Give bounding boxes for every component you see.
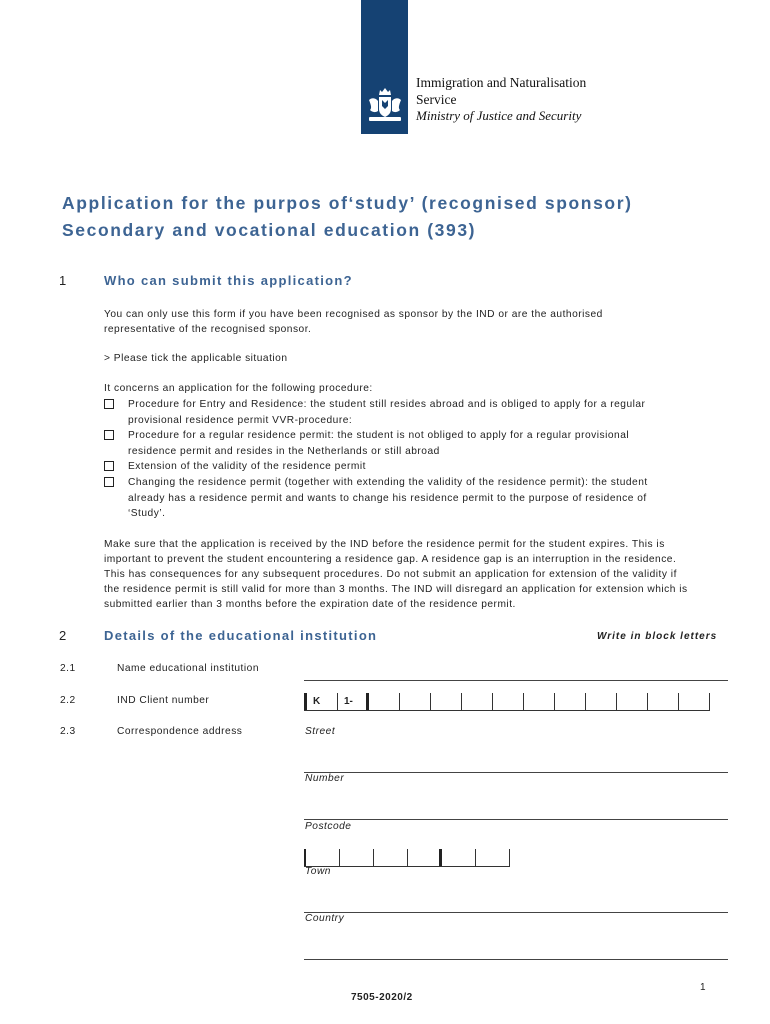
digit-box[interactable] (679, 693, 710, 710)
field-label-correspondence-address: Correspondence address (117, 726, 243, 737)
option-text-line1: Procedure for a regular residence permit: the student is not obliged to apply for a regular provisional (128, 430, 630, 441)
option-text-line2: provisional residence permit VVR-procedure: (128, 414, 353, 426)
number-input[interactable] (304, 819, 728, 820)
client-number-prefix-k: K (307, 693, 338, 710)
section1-instruction: > Please tick the applicable situation (104, 353, 288, 364)
option-text-line2: residence permit and resides in the Netherlands or still abroad (128, 445, 440, 457)
digit-box[interactable] (555, 693, 586, 710)
digit-box[interactable] (617, 693, 648, 710)
digit-box[interactable] (648, 693, 679, 710)
procedure-option-entry[interactable] (104, 397, 714, 428)
postcode-box[interactable] (306, 849, 340, 866)
option-text-line2: already has a residence permit and wants to change his residence permit to the purpose of residence of (128, 492, 647, 504)
org-name-line1: Immigration and Naturalisation (416, 75, 587, 90)
ind-client-number-boxes[interactable] (304, 693, 710, 711)
country-input[interactable] (304, 959, 728, 960)
digit-box[interactable] (462, 693, 493, 710)
street-label: Street (305, 726, 336, 737)
org-name-line2: Service (416, 92, 457, 107)
postcode-box[interactable] (374, 849, 408, 866)
postcode-box[interactable] (476, 849, 510, 866)
digit-box[interactable] (431, 693, 462, 710)
section1-intro-line2: representative of the recognised sponsor. (104, 324, 312, 335)
section2-title: Details of the educational institution (104, 628, 378, 643)
digit-box[interactable] (493, 693, 524, 710)
digit-box[interactable] (369, 693, 400, 710)
section1-number: 1 (59, 273, 67, 288)
checkbox[interactable] (104, 461, 114, 471)
notice-paragraph (104, 537, 688, 612)
page-title-line1: Application for the purpos of‘study’ (recognised sponsor) (62, 193, 633, 213)
postcode-box[interactable] (340, 849, 374, 866)
notice-line: This has consequences for any subsequent procedures. Do not submit an application for extension of the validity if (104, 569, 677, 580)
digit-box[interactable] (524, 693, 555, 710)
checkbox[interactable] (104, 430, 114, 440)
page-number: 1 (700, 982, 706, 993)
option-text-line1: Extension of the validity of the residence permit (128, 461, 366, 472)
street-input[interactable] (304, 772, 728, 773)
notice-line: submitted earlier than 3 months before the expiration date of the residence permit. (104, 599, 516, 610)
dutch-coat-of-arms-icon (365, 86, 405, 124)
field-label-ind-client-number: IND Client number (117, 695, 210, 706)
procedure-intro: It concerns an application for the following procedure: (104, 383, 373, 394)
page-title-line2: Secondary and vocational education (393) (62, 220, 477, 240)
notice-line: the residence permit is still valid for more than 3 months. The IND will disregard an application for extension which is (104, 584, 688, 595)
field-number: 2.3 (60, 726, 76, 737)
postcode-boxes[interactable] (304, 849, 510, 867)
checkbox[interactable] (104, 477, 114, 487)
notice-line: important to prevent the student encountering a residence gap. A residence gap is an interruption in the residence. (104, 554, 677, 565)
ministry-name: Ministry of Justice and Security (416, 108, 582, 123)
digit-box[interactable] (586, 693, 617, 710)
digit-box[interactable] (400, 693, 431, 710)
procedure-option-regular[interactable] (104, 428, 714, 459)
client-number-prefix-1: 1- (338, 693, 369, 710)
form-code: 7505-2020/2 (351, 992, 413, 1003)
institution-name-input[interactable] (304, 680, 728, 681)
field-number: 2.2 (60, 695, 76, 706)
section1-intro-line1: You can only use this form if you have been recognised as sponsor by the IND or are the authorised (104, 309, 603, 320)
field-label-institution-name: Name educational institution (117, 663, 259, 674)
procedure-option-extension[interactable] (104, 459, 714, 475)
notice-line: Make sure that the application is received by the IND before the residence permit for the student expires. This is (104, 539, 665, 550)
town-input[interactable] (304, 912, 728, 913)
section2-number: 2 (59, 628, 67, 643)
option-text-line1: Changing the residence permit (together with extending the validity of the residence permit): the student (128, 477, 648, 488)
postcode-label: Postcode (305, 821, 352, 832)
postcode-box[interactable] (442, 849, 476, 866)
field-number: 2.1 (60, 663, 76, 674)
procedure-option-change[interactable] (104, 475, 714, 522)
section1-title: Who can submit this application? (104, 273, 353, 288)
country-label: Country (305, 913, 345, 924)
number-label: Number (305, 773, 345, 784)
block-letters-hint: Write in block letters (597, 631, 718, 642)
option-text-line1: Procedure for Entry and Residence: the student still resides abroad and is obliged to apply for a regular (128, 399, 646, 410)
option-text-line3: ‘Study’. (128, 508, 166, 519)
checkbox[interactable] (104, 399, 114, 409)
town-label: Town (305, 866, 331, 877)
postcode-box[interactable] (408, 849, 442, 866)
